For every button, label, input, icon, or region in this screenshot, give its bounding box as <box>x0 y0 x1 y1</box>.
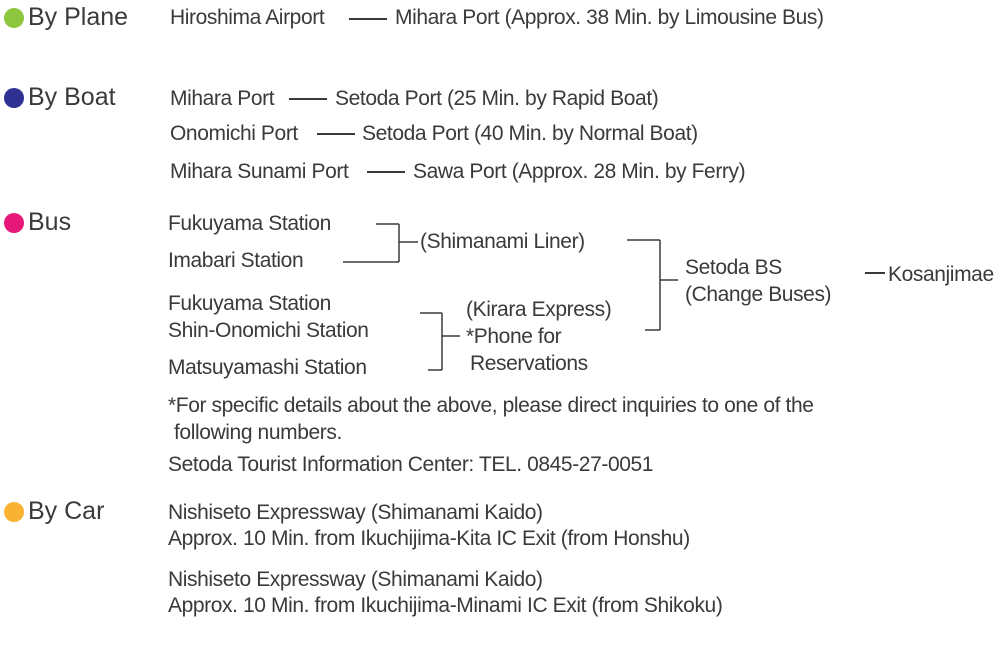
bus-station: Matsuyamashi Station <box>168 356 367 379</box>
bus-heading: Bus <box>28 208 72 236</box>
boat-route-to: Setoda Port (40 Min. by Normal Boat) <box>362 122 698 145</box>
plane-route-to: Mihara Port (Approx. 38 Min. by Limousine Bus) <box>395 6 824 29</box>
plane-heading: By Plane <box>28 3 129 31</box>
bus-transfer: (Change Buses) <box>685 283 832 306</box>
bus-station: Fukuyama Station <box>168 212 331 235</box>
bus-contact: Setoda Tourist Information Center: TEL. 0845-27-0051 <box>168 453 654 476</box>
bus-note: *For specific details about the above, please direct inquiries to one of the <box>168 394 814 417</box>
bus-service: (Kirara Express) <box>466 298 612 321</box>
boat-route-from: Mihara Sunami Port <box>170 160 349 183</box>
car-heading: By Car <box>28 497 105 525</box>
bus-service: Reservations <box>470 352 588 375</box>
plane-route-from: Hiroshima Airport <box>170 6 325 29</box>
car-route-line: Approx. 10 Min. from Ikuchijima-Kita IC Exit (from Honshu) <box>168 527 690 550</box>
car-route-line: Nishiseto Expressway (Shimanami Kaido) <box>168 501 543 524</box>
bus-service: (Shimanami Liner) <box>420 230 585 253</box>
bus-transfer: Setoda BS <box>685 256 782 279</box>
boat-route-from: Onomichi Port <box>170 122 298 145</box>
bus-service: *Phone for <box>466 325 562 348</box>
bus-station: Fukuyama Station <box>168 292 331 315</box>
car-route-line: Approx. 10 Min. from Ikuchijima-Minami IC Exit (from Shikoku) <box>168 594 723 617</box>
boat-route-to: Sawa Port (Approx. 28 Min. by Ferry) <box>413 160 746 183</box>
bus-station: Imabari Station <box>168 249 304 272</box>
boat-heading: By Boat <box>28 83 116 111</box>
boat-route-to: Setoda Port (25 Min. by Rapid Boat) <box>335 87 659 110</box>
car-route-line: Nishiseto Expressway (Shimanami Kaido) <box>168 568 543 591</box>
bus-station: Shin-Onomichi Station <box>168 319 369 342</box>
boat-route-from: Mihara Port <box>170 87 275 110</box>
bus-note: following numbers. <box>174 421 342 444</box>
car-bullet-icon <box>4 502 24 522</box>
bus-destination: Kosanjimae <box>888 263 994 286</box>
